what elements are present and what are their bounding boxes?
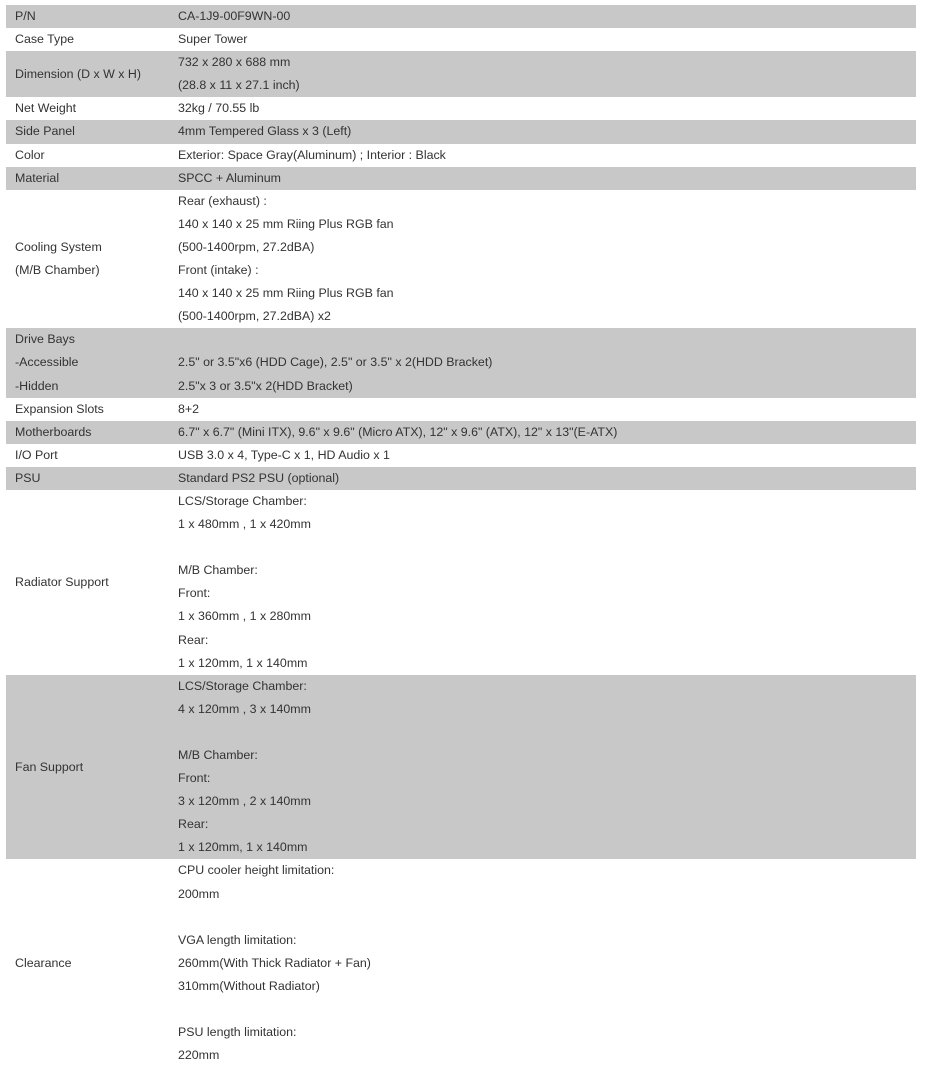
spec-value-line: SPCC + Aluminum bbox=[178, 170, 281, 185]
spec-value-line: Standard PS2 PSU (optional) bbox=[178, 470, 340, 485]
spec-value-line bbox=[178, 906, 916, 929]
spec-label bbox=[6, 859, 178, 1067]
spec-value-line: 260mm(With Thick Radiator + Fan) bbox=[178, 955, 371, 970]
spec-value-line: 2.5" or 3.5"x6 (HDD Cage), 2.5" or 3.5" x 2(HDD Bracket) bbox=[178, 355, 493, 370]
spec-value bbox=[178, 5, 916, 28]
spec-value-line: Rear: bbox=[178, 817, 209, 832]
spec-value bbox=[178, 859, 916, 1067]
spec-label-line: P/N bbox=[15, 9, 36, 23]
spec-value bbox=[178, 28, 916, 51]
spec-value bbox=[178, 675, 916, 860]
spec-value-line bbox=[178, 536, 916, 559]
spec-value bbox=[178, 444, 916, 467]
spec-row bbox=[6, 190, 916, 329]
spec-value bbox=[178, 467, 916, 490]
spec-label bbox=[6, 490, 178, 675]
spec-row bbox=[6, 28, 916, 51]
spec-label bbox=[6, 97, 178, 120]
spec-value bbox=[178, 398, 916, 421]
spec-label-line: Color bbox=[15, 147, 45, 162]
spec-value-line: Super Tower bbox=[178, 32, 248, 47]
spec-value bbox=[178, 97, 916, 120]
spec-label bbox=[6, 328, 178, 397]
spec-value-line: 32kg / 70.55 lb bbox=[178, 101, 260, 116]
spec-value-line: M/B Chamber: bbox=[178, 563, 258, 578]
spec-table bbox=[6, 5, 916, 1067]
spec-label bbox=[6, 167, 178, 190]
spec-row bbox=[6, 328, 916, 397]
spec-label bbox=[6, 5, 178, 28]
spec-row bbox=[6, 144, 916, 167]
spec-row bbox=[6, 444, 916, 467]
spec-label bbox=[6, 421, 178, 444]
spec-value-line bbox=[178, 328, 916, 351]
spec-label-line: Drive Bays bbox=[15, 332, 75, 347]
spec-row bbox=[6, 467, 916, 490]
spec-value-line: (28.8 x 11 x 27.1 inch) bbox=[178, 78, 300, 93]
spec-value-line: (500-1400rpm, 27.2dBA) x2 bbox=[178, 309, 331, 324]
spec-value-line: PSU length limitation: bbox=[178, 1025, 297, 1040]
spec-value-line: Front: bbox=[178, 586, 211, 601]
spec-label bbox=[6, 467, 178, 490]
spec-row bbox=[6, 167, 916, 190]
spec-value-line: LCS/Storage Chamber: bbox=[178, 493, 307, 508]
spec-value-line: CA-1J9-00F9WN-00 bbox=[178, 9, 291, 23]
spec-value bbox=[178, 167, 916, 190]
spec-value-line: 1 x 480mm , 1 x 420mm bbox=[178, 517, 311, 532]
spec-label-line: PSU bbox=[15, 470, 41, 485]
spec-value bbox=[178, 144, 916, 167]
spec-value-line: 8+2 bbox=[178, 401, 200, 416]
spec-row bbox=[6, 398, 916, 421]
spec-row bbox=[6, 120, 916, 143]
spec-label-line: Fan Support bbox=[15, 759, 84, 774]
spec-value-line: M/B Chamber: bbox=[178, 748, 258, 762]
spec-value bbox=[178, 421, 916, 444]
spec-value-line: USB 3.0 x 4, Type-C x 1, HD Audio x 1 bbox=[178, 447, 390, 462]
spec-label bbox=[6, 120, 178, 143]
spec-label bbox=[6, 144, 178, 167]
spec-value-line: 220mm bbox=[178, 1048, 220, 1063]
spec-value bbox=[178, 51, 916, 97]
spec-label-line: Dimension (D x W x H) bbox=[15, 66, 141, 81]
spec-label-line: Net Weight bbox=[15, 101, 77, 116]
spec-value-line: Rear (exhaust) : bbox=[178, 193, 267, 208]
spec-value-line bbox=[178, 998, 916, 1021]
spec-value-line: 310mm(Without Radiator) bbox=[178, 978, 320, 993]
spec-value-line: Front (intake) : bbox=[178, 263, 259, 278]
spec-label-line: Cooling System bbox=[15, 239, 102, 254]
spec-value-line: (500-1400rpm, 27.2dBA) bbox=[178, 239, 315, 254]
spec-row bbox=[6, 859, 916, 1067]
spec-value-line: 3 x 120mm , 2 x 140mm bbox=[178, 794, 311, 809]
spec-value-line: Rear: bbox=[178, 632, 209, 647]
spec-value-line: 1 x 120mm, 1 x 140mm bbox=[178, 655, 308, 670]
spec-label-line: Case Type bbox=[15, 32, 75, 47]
spec-value-line: LCS/Storage Chamber: bbox=[178, 678, 307, 693]
spec-label bbox=[6, 28, 178, 51]
spec-value-line: 4 x 120mm , 3 x 140mm bbox=[178, 701, 311, 716]
spec-row bbox=[6, 5, 916, 28]
spec-label-line: I/O Port bbox=[15, 447, 58, 462]
spec-label-line: Motherboards bbox=[15, 424, 92, 439]
spec-label-line: -Accessible bbox=[15, 355, 79, 370]
spec-label bbox=[6, 398, 178, 421]
spec-label bbox=[6, 51, 178, 97]
spec-label-line: Material bbox=[15, 170, 60, 185]
spec-value-line: 6.7" x 6.7" (Mini ITX), 9.6" x 9.6" (Micro ATX), 12" x 9.6" (ATX), 12" x 13"(E-ATX) bbox=[178, 424, 618, 439]
spec-value-line: 732 x 280 x 688 mm bbox=[178, 55, 291, 70]
spec-value-line: Front: bbox=[178, 771, 211, 786]
spec-value-line: 1 x 120mm, 1 x 140mm bbox=[178, 840, 308, 855]
spec-value-line: 140 x 140 x 25 mm Riing Plus RGB fan bbox=[178, 286, 394, 301]
spec-value-line: 4mm Tempered Glass x 3 (Left) bbox=[178, 124, 352, 139]
spec-label bbox=[6, 190, 178, 329]
spec-row bbox=[6, 97, 916, 120]
spec-label-line: Radiator Support bbox=[15, 574, 109, 589]
spec-label bbox=[6, 675, 178, 860]
spec-value-line: CPU cooler height limitation: bbox=[178, 863, 335, 878]
spec-row bbox=[6, 675, 916, 860]
spec-value bbox=[178, 120, 916, 143]
spec-value-line: 140 x 140 x 25 mm Riing Plus RGB fan bbox=[178, 216, 394, 231]
spec-value-line: VGA length limitation: bbox=[178, 932, 297, 947]
spec-row bbox=[6, 51, 916, 97]
spec-label-line: Expansion Slots bbox=[15, 401, 104, 416]
spec-value-line: Exterior: Space Gray(Aluminum) ; Interior : Black bbox=[178, 147, 446, 162]
spec-value bbox=[178, 190, 916, 329]
spec-value-line: 200mm bbox=[178, 886, 220, 901]
spec-row bbox=[6, 490, 916, 675]
spec-row bbox=[6, 421, 916, 444]
spec-value-line: 1 x 360mm , 1 x 280mm bbox=[178, 609, 311, 624]
spec-label-line: Side Panel bbox=[15, 124, 75, 139]
spec-label-line: -Hidden bbox=[15, 378, 59, 393]
spec-label-line: Clearance bbox=[15, 955, 72, 970]
spec-label bbox=[6, 444, 178, 467]
spec-value-line bbox=[178, 721, 916, 744]
spec-value bbox=[178, 490, 916, 675]
spec-value-line: 2.5"x 3 or 3.5"x 2(HDD Bracket) bbox=[178, 378, 353, 393]
spec-value bbox=[178, 328, 916, 397]
spec-label-line: (M/B Chamber) bbox=[15, 263, 100, 278]
